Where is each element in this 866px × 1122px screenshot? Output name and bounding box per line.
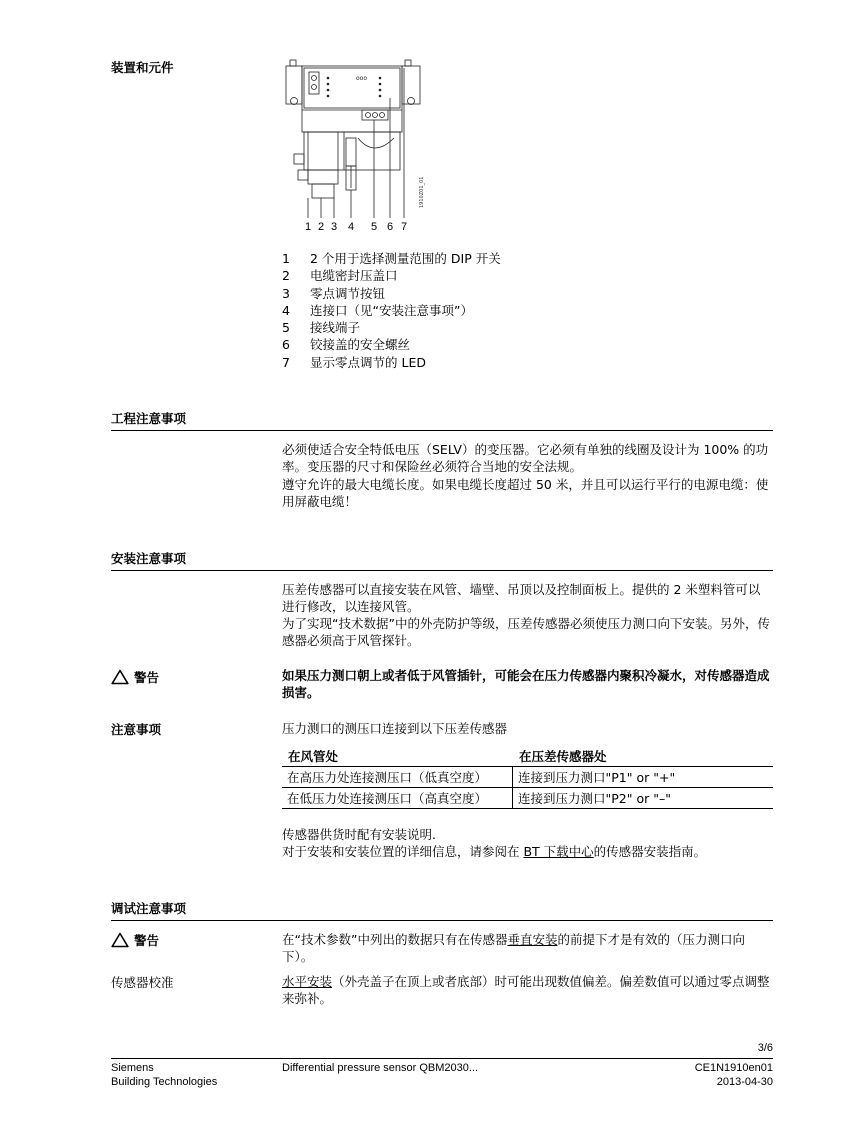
legend-number: 3 xyxy=(282,285,290,301)
table-cell: 连接到压力测口"P2" or "–" xyxy=(513,788,774,809)
figure-label-6: 6 xyxy=(386,221,394,233)
figure-label-5: 5 xyxy=(370,221,378,233)
engineering-paragraph-1: 必须使适合安全特低电压（SELV）的变压器。它必须有单独的线圈及设计为 100% 的功率。变压器的尺寸和保险丝必须符合当地的安全法规。 xyxy=(282,442,769,474)
bt-download-center-link[interactable]: BT 下载中心 xyxy=(523,844,594,859)
legend-text: 铰接盖的安全螺丝 xyxy=(310,337,411,353)
table-row xyxy=(282,767,773,788)
engineering-paragraph-2: 遵守允许的最大电缆长度。如果电缆长度超过 50 米，并且可以运行平行的电源电缆：使用屏蔽电缆！ xyxy=(282,477,769,509)
calibration-label: 传感器校准 xyxy=(111,975,174,990)
legend-item xyxy=(282,302,501,319)
legend-text: 零点调节按钮 xyxy=(310,285,386,301)
section-title-mounting: 安装注意事项 xyxy=(111,551,187,566)
legend-number: 6 xyxy=(282,337,290,353)
legend-number: 7 xyxy=(282,354,290,370)
legend-item xyxy=(282,267,501,284)
figure-label-7: 7 xyxy=(400,221,408,233)
legend-text: 2 个用于选择测量范围的 DIP 开关 xyxy=(310,251,501,266)
footer-company xyxy=(111,1062,217,1089)
device-diagram xyxy=(284,58,434,238)
company-division: Building Technologies xyxy=(111,1075,218,1088)
warning-text: 在“技术参数”中列出的数据只有在传感器 xyxy=(282,932,508,947)
table-header: 在风管处 xyxy=(282,746,513,767)
component-legend xyxy=(282,250,501,371)
mounting-paragraph-2: 为了实现“技术数据”中的外壳防护等级，压差传感器必须使压力测口向下安装。另外，传感器必须高于风管探针。 xyxy=(282,616,770,648)
warning-label xyxy=(111,931,159,949)
legend-item xyxy=(282,285,501,302)
legend-number: 2 xyxy=(282,268,290,284)
figure-label-1: 1 xyxy=(304,221,312,233)
warning-label-text: 警告 xyxy=(134,670,160,685)
section-title-notes: 注意事项 xyxy=(111,722,162,737)
figure-id: 1910Z01_01 xyxy=(419,176,425,208)
section-title-commissioning: 调试注意事项 xyxy=(111,901,187,916)
document-id: CE1N1910en01 xyxy=(694,1062,773,1074)
table-header-row xyxy=(282,746,773,767)
notes-text: 对于安装和安装位置的详细信息，请参阅在 xyxy=(282,844,524,859)
table-row xyxy=(282,788,773,809)
calibration-body: （外壳盖子在顶上或者底部）时可能出现数值偏差。偏差数值可以通过零点调整来弥补。 xyxy=(282,974,770,1006)
legend-item xyxy=(282,319,501,336)
page-number: 3/6 xyxy=(757,1042,773,1054)
notes-paragraph-2 xyxy=(282,843,770,860)
commissioning-warning-text xyxy=(282,931,770,965)
legend-item xyxy=(282,336,501,353)
section-divider xyxy=(111,570,773,571)
legend-item xyxy=(282,354,501,371)
horizontal-mounting-text: 水平安装 xyxy=(282,974,333,989)
section-divider xyxy=(111,430,773,431)
legend-text: 显示零点调节的 LED xyxy=(310,354,426,370)
legend-text: 电缆密封压盖口 xyxy=(310,268,398,284)
figure-label-3: 3 xyxy=(330,221,338,233)
mounting-paragraph-1: 压差传感器可以直接安装在风管、墙壁、吊顶以及控制面板上。提供的 2 米塑料管可以进行修改，以连接风管。 xyxy=(282,582,761,614)
footer-doc-info xyxy=(620,1062,773,1089)
warning-triangle-icon xyxy=(111,669,129,685)
legend-number: 1 xyxy=(282,251,290,266)
notes-intro: 压力测口的测压口连接到以下压差传感器 xyxy=(282,721,508,736)
section-title-device: 装置和元件 xyxy=(111,60,174,75)
vertical-mounting-text: 垂直安装 xyxy=(507,932,558,947)
table-cell: 在低压力处连接测压口（高真空度） xyxy=(282,788,513,809)
legend-number: 4 xyxy=(282,302,290,318)
company-name: Siemens xyxy=(111,1062,154,1074)
warning-text: 如果压力测口朝上或者低于风管插针，可能会在压力传感器内聚积冷凝水，对传感器造成损害。 xyxy=(282,668,770,700)
figure-label-2: 2 xyxy=(317,221,325,233)
footer-product: Differential pressure sensor QBM2030... xyxy=(282,1062,479,1074)
section-divider xyxy=(111,920,773,921)
notes-paragraph-1: 传感器供货时配有安装说明. xyxy=(282,827,436,842)
calibration-text xyxy=(282,973,770,1007)
legend-number: 5 xyxy=(282,320,290,336)
warning-label xyxy=(111,668,159,686)
table-cell: 连接到压力测口"P1" or "+" xyxy=(513,767,774,788)
section-title-engineering: 工程注意事项 xyxy=(111,411,187,426)
led-dots: ooo xyxy=(356,75,368,82)
warning-label-text: 警告 xyxy=(134,933,160,948)
legend-item xyxy=(282,250,501,267)
legend-text: 接线端子 xyxy=(310,320,361,336)
notes-text: 的传感器安装指南。 xyxy=(593,844,707,859)
warning-text: 的前提下才是有效的（压力测口向下）。 xyxy=(282,932,745,964)
document-date: 2013-04-30 xyxy=(716,1075,773,1088)
legend-text: 连接口（见“安装注意事项”） xyxy=(310,302,473,318)
table-header: 在压差传感器处 xyxy=(513,746,774,767)
warning-triangle-icon xyxy=(111,932,129,948)
connection-table xyxy=(282,746,773,809)
table-cell: 在高压力处连接测压口（低真空度） xyxy=(282,767,513,788)
footer-divider xyxy=(111,1058,773,1059)
figure-label-4: 4 xyxy=(347,221,355,233)
